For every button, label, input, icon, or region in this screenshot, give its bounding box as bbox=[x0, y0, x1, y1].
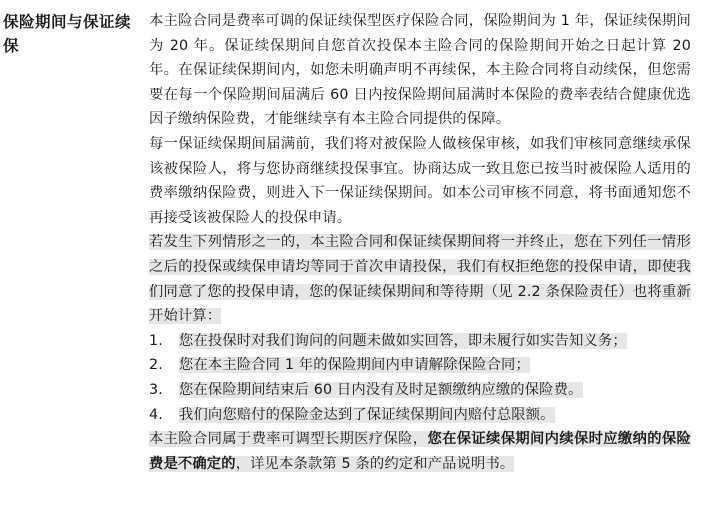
termination-conditions-list bbox=[149, 329, 691, 427]
list-item bbox=[149, 378, 691, 403]
highlighted-text: 若发生下列情形之一的，本主险合同和保证续保期间将一并终止，您在下列任一情形之后的投保或续保申请均等同于首次申请投保，我们有权拒绝您的投保申请，即使我们同意了您的投保申请，您的保证续保期间和等待期（见 2.2 条保险责任）也将重新开始计算： bbox=[149, 234, 691, 325]
list-item-text bbox=[179, 378, 691, 403]
list-item bbox=[149, 403, 691, 428]
list-item bbox=[149, 353, 691, 378]
closing-text-bold: 您在保证续保期间内续保时应缴纳的保险费是不确定的 bbox=[149, 431, 691, 472]
closing-text-start: 本主险合同属于费率可调型长期医疗保险， bbox=[149, 431, 428, 448]
highlighted-text: 您在保险期间结束后 60 日内没有及时足额缴纳应缴的保险费。 bbox=[179, 381, 583, 398]
highlighted-text: 我们向您赔付的保险金达到了保证续保期间内赔付总限额。 bbox=[179, 406, 555, 423]
list-item-number: 1. bbox=[149, 332, 163, 349]
clause-content bbox=[149, 9, 691, 476]
paragraph-termination-conditions bbox=[149, 230, 691, 328]
list-item-text bbox=[179, 353, 691, 378]
list-item-number: 2. bbox=[149, 357, 163, 374]
highlighted-text: 您在投保时对我们询问的问题未做如实回答，即未履行如实告知义务； bbox=[179, 332, 627, 349]
paragraph-premium-notice bbox=[149, 427, 691, 476]
highlighted-text: 您在本主险合同 1 年的保险期间内申请解除保险合同； bbox=[179, 357, 530, 374]
paragraph-underwriting-review: 每一保证续保期间届满前，我们将对被保险人做核保审核，如我们审核同意继续承保该被保险人，将与您协商继续投保事宜。协商达成一致且您已按当时被保险人适用的费率缴纳保险费，则进入下一保证续保期间。如本公司审核不同意，将书面通知您不再接受该被保险人的投保申请。 bbox=[149, 135, 691, 226]
paragraph-renewal-terms: 本主险合同是费率可调的保证续保型医疗保险合同，保险期间为 1 年，保证续保期间为 20 年。保证续保期间自您首次投保本主险合同的保险期间开始之日起计算 20 年。在保证续保期间内，如您未明确声明不再续保，本主险合同将自动续保，但您需要在每一个保险期间届满后 60 日内按保险期间届满时本保险的费率表结合健康优选因子缴纳保险费，才能继续享有本主险合同提供的保障。 bbox=[149, 13, 691, 128]
list-item-number: 4. bbox=[149, 406, 163, 423]
section-title: 保险期间与保证续保 bbox=[3, 13, 132, 55]
closing-text-end: ，详见本条款第 5 条的约定和产品说明书。 bbox=[235, 455, 515, 472]
list-item bbox=[149, 329, 691, 354]
list-item-text bbox=[179, 403, 691, 428]
list-item-text bbox=[179, 329, 691, 354]
list-item-number: 3. bbox=[149, 381, 163, 398]
